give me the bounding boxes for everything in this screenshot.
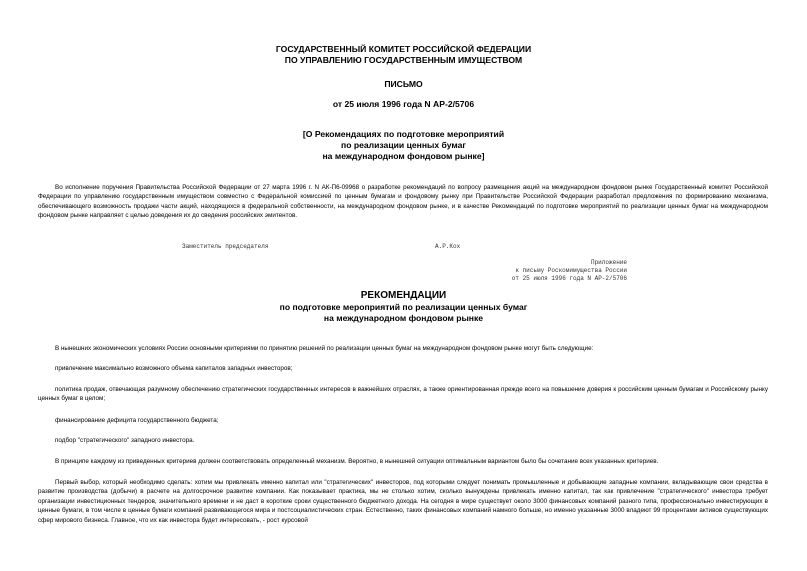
recommendations-subtitle-2: на международном фондовом рынке [323, 313, 484, 323]
paragraph-criterion-budget: финансирование дефицита государственного бюджета; [55, 417, 219, 424]
signature-position: Заместитель председателя [182, 243, 269, 250]
paragraph-criterion-sales-policy: политика продаж, отвечающая разумному обеспечению стратегических государственных интересов в важнейших отраслях, а также ориентированная прежде всего на повышение доверия к российским ценным бумагам и Российскому рынку ценных бумаг в целом; [38, 386, 768, 403]
recommendations-title [0, 290, 807, 324]
paragraph-criteria-intro: В нынешних экономических условиях России основными критериями по принятию решений по реализации ценных бумаг на международном фондовом рынке могут быть следующие: [55, 345, 594, 352]
issuer-header [0, 44, 807, 66]
paragraph-criterion-strategic-investor: подбор "стратегического" западного инвестора. [55, 437, 195, 444]
recommendations-heading: РЕКОМЕНДАЦИИ [360, 290, 447, 301]
subject-line-2: по реализации ценных бумаг [341, 140, 466, 150]
appendix-line-3: от 25 июля 1996 года N АР-2/5706 [511, 275, 627, 282]
appendix-line-1: Приложение [590, 259, 627, 266]
issuer-line-2: ПО УПРАВЛЕНИЮ ГОСУДАРСТВЕННЫМ ИМУЩЕСТВОМ [284, 55, 523, 65]
appendix-line-2: к письму Роскомимущества России [515, 267, 627, 274]
subject-line-3: на международном фондовом рынке] [322, 151, 485, 161]
issuer-line-1: ГОСУДАРСТВЕННЫЙ КОМИТЕТ РОССИЙСКОЙ ФЕДЕРАЦИИ [275, 44, 532, 54]
subject-line-1: [О Рекомендациях по подготовке мероприятий [302, 129, 505, 139]
doc-date: от 25 июля 1996 года N АР-2/5706 [332, 99, 475, 109]
doc-subject [0, 129, 807, 162]
signature-name: А.Р.Кох [435, 243, 461, 250]
recommendations-subtitle-1: по подготовке мероприятий по реализации ценных бумаг [279, 302, 528, 312]
appendix-note [512, 259, 627, 283]
paragraph-criterion-capital: привлечение максимально возможного объема капиталов западных инвесторов; [55, 365, 293, 372]
paragraph-first-choice: Первый выбор, который необходимо сделать: хотим мы привлекать именно капитал или "стратегических" инвесторов, под которыми следует понимать промышленные и добывающие западные компании, вкладывающие свои средства в развитие производства (добычи) в расчете на долгосрочное развитие компании. Как показывает практика, мы не столько хотим, сколько вынуждены привлекать именно капитал, так как привлечение "стратегического" инвестора требует организации инвестиционных тендеров, значительного времени и не даст в короткие сроки существенного бюджетного дохода. На сегодня в мире существует около 3000 финансовых компаний разного типа, профессионально инвестирующих в ценные бумаги, в том числе в ценные бумаги компаний развивающегося мира и постсоциалистических стран. Естественно, таких финансовых компаний намного больше, но именно указанные 3000 владеют 99 процентами активов существующих сфер мирового бизнеса. Главное, что их как инвестора будет интересовать, - рост курсовой [38, 479, 768, 524]
doc-type: ПИСЬМО [384, 79, 423, 89]
paragraph-mechanism: В принципе каждому из приведенных критериев должен соответствовать определенный механизм. Вероятно, в нынешней ситуации оптимальным вариантом было бы сочетание всех указанных критериев. [55, 458, 659, 465]
intro-paragraph: Во исполнение поручения Правительства Российской Федерации от 27 марта 1996 г. N АК-П6-09968 о разработке рекомендаций по вопросу размещения акций на международном фондовом рынке Государственный комитет Российской Федерации по управлению государственным имуществом совместно с Федеральной комиссией по ценным бумагам и фондовому рынку при Правительстве Российской Федерации разработал предложения по формированию механизма, обеспечивающего возможность продажи части акций, находящихся в федеральной собственности, на международном фондовом рынке, и в качестве Рекомендаций по подготовке мероприятий по реализации ценных бумаг на международном фондовом рынке направляет с целью доведения их до сведения российских эмитентов. [38, 184, 768, 220]
